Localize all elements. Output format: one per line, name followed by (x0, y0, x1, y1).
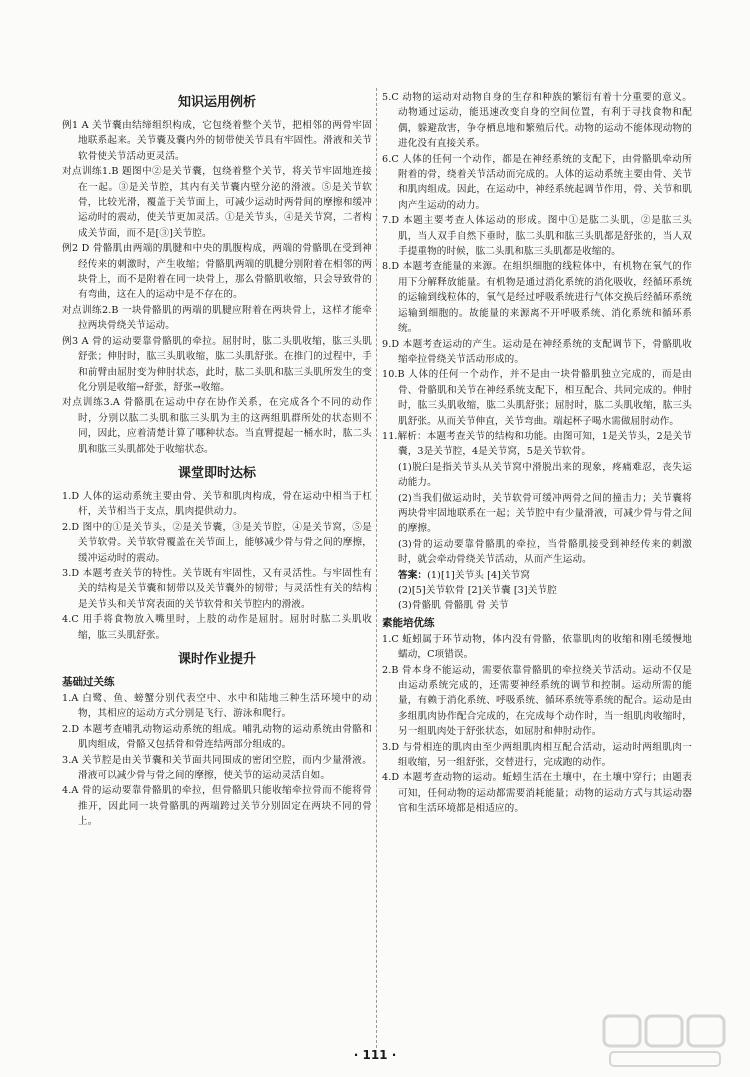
classroom-q1: 1.D 人体的运动系统主要由骨、关节和肌肉构成，骨在运动中相当于杠杆，关节相当于支点，肌肉提供动力。 (62, 490, 372, 518)
classroom-q2: 2.D 图中的①是关节头，②是关节囊，③是关节腔，④是关节窝，⑤是关节软骨。关节软骨覆盖在关节面上，能够减少骨与骨之间的摩擦，缓冲运动时的震动。 (62, 521, 372, 564)
advanced-q4: 4.D 本题考查动物的运动。蚯蚓生活在土壤中，在土壤中穿行；由题表可知，任何动物的运动都需要消耗能量；动物的运动方式与其运动器官和生活环境都是相适应的。 (382, 772, 692, 815)
basic-q9: 9.D 本题考查运动的产生。运动是在神经系统的支配调节下，骨骼肌收缩牵拉骨绕关节活动形成的。 (382, 338, 692, 365)
practice-2: 对点训练2.B 一块骨骼肌的两端的肌腱应附着在两块骨上，这样才能牵拉两块骨绕关节运动。 (62, 304, 372, 332)
watermark-logo-icon (600, 1010, 730, 1070)
page-number: · 111 · (353, 1048, 397, 1062)
basic-q11-part2: (2)当我们做运动时，关节软骨可缓冲两骨之间的撞击力；关节囊将两块骨牢固地联系在一起；关节腔中有少量滑液，可减少骨与骨之间的摩擦。 (398, 492, 692, 535)
subsection-basic: 基础过关练 (62, 676, 115, 688)
left-column (62, 90, 372, 830)
basic-q5: 5.C 动物的运动对动物自身的生存和种族的繁衍有着十分重要的意义。动物通过运动，能迅速改变自身的空间位置，有利于寻找食物和配偶，躲避敌害，争夺栖息地和繁殖后代。动物的运动不能体现动物的进化没有直接关系。 (382, 92, 692, 150)
right-column (382, 90, 692, 817)
answer-line-1 (382, 568, 692, 583)
advanced-q2: 2.B 骨本身不能运动，需要依靠骨骼肌的牵拉绕关节活动。运动不仅是由运动系统完成的，还需要神经系统的调节和控制。运动所需的能量，有赖于消化系统、呼吸系统、循环系统等系统的配合。运动是由多组肌肉协作配合完成的，在完成每个动作时，当一组肌肉收缩时，另一组肌肉处于舒张状态，如屈肘和伸肘动作。 (382, 664, 692, 738)
basic-q11-part3: (3)骨的运动要靠骨骼肌的牵拉，当骨骼肌接受到神经传来的刺激时，就会牵动骨绕关节活动，从而产生运动。 (398, 538, 692, 566)
basic-q10: 10.B 人体的任何一个动作，并不是由一块骨骼肌独立完成的，而是由骨、骨骼肌和关节在神经系统支配下，相互配合、共同完成的。伸肘时，肱三头肌收缩，肱二头肌舒张；屈肘时，肱二头肌收缩，肱三头肌舒张。从而关节伸直，关节弯曲。端起杯子喝水需做屈肘动作。 (382, 369, 692, 427)
basic-q2: 2.D 本题考查哺乳动物运动系统的组成。哺乳动物的运动系统由骨骼和肌肉组成，骨骼又包括骨和骨连结两部分组成的。 (62, 723, 372, 751)
basic-q11: 11.解析：本题考查关节的结构和功能。由图可知，1是关节头，2是关节囊，3是关节腔，4是关节窝，5是关节软骨。 (382, 430, 692, 458)
classroom-q4: 4.C 用手将食物放入嘴里时，上肢的动作是屈肘。屈肘时肱二头肌收缩，肱三头肌舒张。 (62, 614, 372, 641)
classroom-q3: 3.D 本题考查关节的特性。关节既有牢固性，又有灵活性。与牢固性有关的结构是关节囊和韧带以及关节囊外的韧带；与灵活性有关的结构是关节头和关节窝表面的关节软骨和关节腔内的滑液。 (62, 567, 372, 610)
section-title-classroom: 课堂即时达标 (177, 465, 256, 481)
basic-q3: 3.A 关节腔是由关节囊和关节面共同围成的密闭空腔，而内少量滑液。滑液可以减少骨与骨之间的摩擦，使关节的运动灵活自如。 (62, 754, 372, 782)
column-divider (376, 88, 377, 1048)
practice-3: 对点训练3.A 骨骼肌在运动中存在协作关系，在完成各个不同的动作时，分别以肱二头肌和肱三头肌为主的这两组肌群所处的状态则不同，因此，应着清楚计算了哪种状态。当直臂提起一桶水时，肱二头肌和肱三头肌都处于收缩状态。 (62, 397, 372, 455)
answer-1: (1)[1]关节头 [4]关节窝 (427, 569, 531, 581)
section-title-knowledge: 知识运用例析 (177, 95, 256, 110)
example-2: 例2 D 骨骼肌由两端的肌腱和中央的肌腹构成，两端的骨骼肌在受到神经传来的刺激时，产生收缩；骨骼肌两端的肌腱分别附着在相邻的两块骨上，而不是附着在同一块骨上，那么骨骼肌收缩，只会导致骨的有弯曲，这在人的运动中是不存在的。 (62, 243, 372, 301)
basic-q4: 4.A 骨的运动要靠骨骼肌的牵拉，但骨骼肌只能收缩牵拉骨而不能将骨推开，因此同一块骨骼肌的两端跨过关节分别固定在两块不同的骨上。 (62, 785, 372, 828)
basic-q8: 8.D 本题考查能量的来源。在组织细胞的线粒体中，有机物在氧气的作用下分解释放能量。有机物是通过消化系统的消化吸收，经循环系统的运输到线粒体的，氧气是经过呼吸系统进行气体交换后经循环系统运输到细胞的。故能量的来源离不开呼吸系统、消化系统和循环系统。 (382, 261, 692, 335)
example-3: 例3 A 骨的运动要靠骨骼肌的牵拉。屈肘时，肱二头肌收缩，肱三头肌舒张；伸肘时，肱三头肌收缩，肱二头肌舒张。在推门的过程中，手和前臂由屈肘变为伸肘状态，此时，肱二头肌和肱三头肌所发生的变化分别是收缩→舒张，舒张→收缩。 (62, 335, 372, 393)
answer-3: (3)骨骼肌 骨骼肌 骨 关节 (398, 600, 509, 612)
answer-label: 答案： (398, 569, 428, 581)
advanced-q3: 3.D 与骨相连的肌肉由至少两组肌肉相互配合活动，运动时两组肌肉一组收缩，另一组舒张，交替进行，完成跑的动作。 (382, 741, 692, 769)
example-1: 例1 A 关节囊由结缔组织构成，它包绕着整个关节，把相邻的两骨牢固地联系起来。关节囊及囊内外的韧带使关节具有牢固性。滑液和关节软骨使关节活动更灵活。 (62, 120, 372, 162)
basic-q7: 7.D 本题主要考查人体运动的形成。图中①是肱二头肌，②是肱三头肌，当人双手自然下垂时，肱二头肌和肱三头肌都是舒张的，当人双手提重物的时候，肱二头肌和肱三头肌都是收缩的。 (382, 215, 692, 258)
advanced-q1: 1.C 蚯蚓属于环节动物，体内没有骨骼，依靠肌肉的收缩和刚毛缓慢地蠕动，C项错误。 (382, 633, 692, 661)
subsection-advanced: 素能培优练 (382, 616, 435, 629)
basic-q6: 6.C 人体的任何一个动作，都是在神经系统的支配下，由骨骼肌牵动所附着的骨，绕着关节活动而完成的。人体的运动系统主要由骨、关节和肌肉组成。因此，在运动中，神经系统起调节作用，骨、关节和肌肉产生运动的动力。 (382, 153, 692, 211)
basic-q1: 1.A 白鹭、鱼、螃蟹分别代表空中、水中和陆地三种生活环境中的动物，其相应的运动方式分别是飞行、游泳和爬行。 (62, 693, 372, 720)
section-title-homework: 课时作业提升 (177, 652, 256, 667)
basic-q11-part1: (1)脱臼是指关节头从关节窝中滑脱出来的现象，疼痛难忍，丧失运动能力。 (398, 461, 692, 489)
answer-2: (2)[5]关节软骨 [2]关节囊 [3]关节腔 (398, 585, 557, 596)
practice-1: 对点训练1.B 题图中②是关节囊，包绕着整个关节，将关节牢固地连接在一起。③是关节腔，其内有关节囊内壁分泌的滑液。⑤是关节软骨，比较光滑，覆盖于关节面上，可减少运动时两骨间的摩擦和缓冲运动时的震动，使关节更加灵活。①是关节头，④是关节窝，二者构成关节面，而不是[③]关节腔。 (62, 166, 372, 239)
